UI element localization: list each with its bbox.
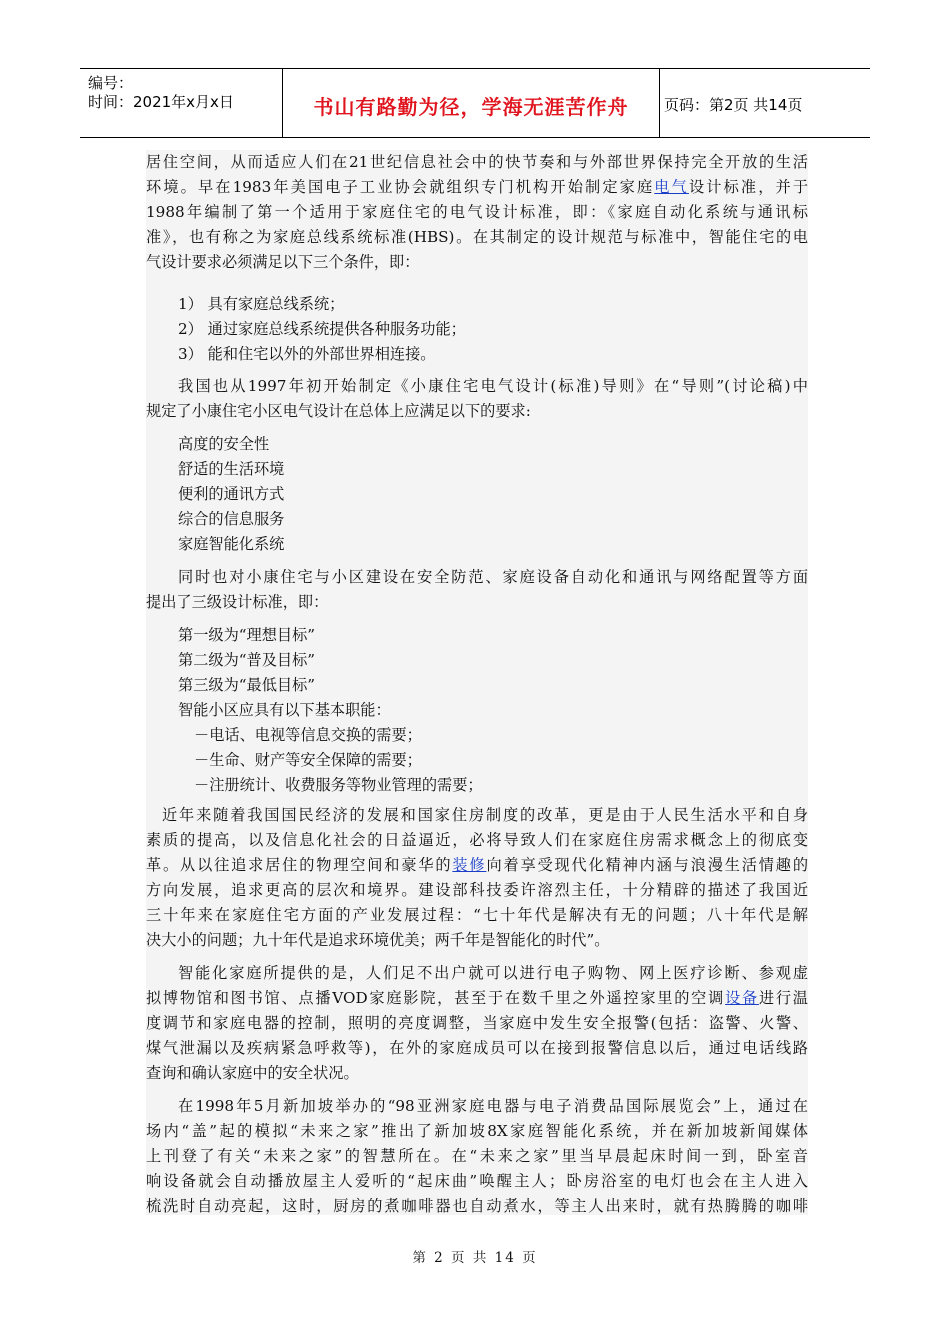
text-segment: 拟博物馆和图书馆、点播VOD家庭影院，甚至于在数千里之外遥控家里的空调	[146, 989, 726, 1007]
header-page-info: 页码：第2页 共14页	[664, 96, 803, 114]
level-item: 第三级为“最低目标”	[178, 676, 316, 694]
text-line: 规定了小康住宅小区电气设计在总体上应满足以下的要求:	[146, 402, 531, 420]
text-line: 场内“盖”起的模拟“未来之家”推出了新加坡8X家庭智能化系统，并在新加坡新闻媒体	[146, 1122, 808, 1140]
text-line: 度调节和家庭电器的控制，照明的亮度调整，当家庭中发生安全报警(包括：盗警、火警、	[146, 1014, 808, 1032]
condition-item: 1） 具有家庭总线系统；	[178, 295, 345, 313]
condition-item: 3） 能和住宅以外的外部世界相连接。	[178, 345, 436, 363]
text-line: 素质的提高，以及信息化社会的日益逼近，必将导致人们在家庭住房需求概念上的彻底变	[146, 831, 808, 849]
text-segment: 向着享受现代化精神内涵与浪漫生活情趣的	[486, 856, 809, 874]
text-line: 准》，也有称之为家庭总线系统标准(HBS)。在其制定的设计规范与标准中，智能住宅的电	[146, 228, 808, 246]
header-left-cell	[80, 69, 283, 137]
text-line: 上刊登了有关“未来之家”的智慧所在。在“未来之家”里当早晨起床时间一到，卧室音	[146, 1147, 808, 1165]
paragraph-xiaokang-guideline	[146, 374, 808, 424]
text-line: 煤气泄漏以及疾病紧急呼救等)，在外的家庭成员可以在接到报警信息以后，通过电话线路	[146, 1039, 808, 1057]
requirement-item: 高度的安全性	[178, 435, 270, 453]
text-line: 居住空间，从而适应人们在21世纪信息社会中的快节奏和与外部世界保持完全开放的生活	[146, 153, 808, 171]
text-segment: 革。从以往追求居住的物理空间和豪华的	[146, 856, 453, 874]
paragraph-hbs-standard	[146, 150, 808, 275]
requirement-item: 便利的通讯方式	[178, 485, 285, 503]
text-line: 气设计要求必须满足以下三个条件，即：	[146, 253, 420, 271]
level-item: 第二级为“普及目标”	[178, 651, 316, 669]
level-item: 智能小区应具有以下基本职能：	[178, 701, 391, 719]
text-segment: 进行温	[758, 989, 808, 1007]
text-line: 响设备就会自动播放屋主人爱听的“起床曲”唤醒主人；卧房浴室的电灯也会在主人进入	[146, 1172, 808, 1190]
text-line: 我国也从1997年初开始制定《小康住宅电气设计(标准)导则》在“导则”(讨论稿)中	[178, 377, 808, 395]
equipment-link[interactable]: 设备	[725, 989, 759, 1007]
header-motto-cell	[283, 69, 660, 137]
text-line	[146, 175, 808, 200]
requirement-item: 综合的信息服务	[178, 510, 285, 528]
text-line: 决大小的问题；九十年代是追求环境优美；两千年是智能化的时代”。	[146, 931, 610, 949]
requirement-item: 舒适的生活环境	[178, 460, 285, 478]
requirement-item: 家庭智能化系统	[178, 535, 285, 553]
document-body	[146, 150, 808, 1215]
text-segment: 设计标准，并于	[688, 178, 809, 196]
function-item: －生命、财产等安全保障的需要；	[194, 751, 422, 769]
paragraph-smart-home	[146, 961, 808, 1086]
condition-item: 2） 通过家庭总线系统提供各种服务功能；	[178, 320, 466, 338]
text-line	[146, 986, 808, 1011]
page-footer: 第 2 页 共 14 页	[412, 1250, 538, 1266]
text-line: 同时也对小康住宅与小区建设在安全防范、家庭设备自动化和通讯与网络配置等方面	[178, 568, 808, 586]
text-line	[146, 853, 808, 878]
paragraph-three-levels	[146, 565, 808, 615]
text-line: 方向发展，追求更高的层次和境界。建设部科技委许溶烈主任，十分精辟的描述了我国近	[146, 881, 808, 899]
text-line: 三十年来在家庭住宅方面的产业发展过程：“七十年代是解决有无的问题；八十年代是解	[146, 906, 808, 924]
text-line: 在1998年5月新加坡举办的“98亚洲家庭电器与电子消费品国际展览会”上，通过在	[178, 1097, 808, 1115]
paragraph-singapore-expo	[146, 1094, 808, 1219]
level-item: 第一级为“理想目标”	[178, 626, 316, 644]
text-line: 提出了三级设计标准，即：	[146, 593, 329, 611]
document-time-label: 时间：2021年x月x日	[88, 93, 234, 111]
function-item: －电话、电视等信息交换的需要；	[194, 726, 422, 744]
text-line: 近年来随着我国国民经济的发展和国家住房制度的改革，更是由于人民生活水平和自身	[162, 806, 808, 824]
text-line: 智能化家庭所提供的是，人们足不出户就可以进行电子购物、网上医疗诊断、参观虚	[178, 964, 808, 982]
page-header	[80, 68, 870, 138]
text-segment: 环境。早在1983年美国电子工业协会就组织专门机构开始制定家庭	[146, 178, 655, 196]
header-page-cell	[660, 69, 870, 137]
header-motto: 书山有路勤为径，学海无涯苦作舟	[313, 95, 629, 119]
text-line: 1988年编制了第一个适用于家庭住宅的电气设计标准，即：《家庭自动化系统与通讯标	[146, 203, 808, 221]
text-line: 梳洗时自动亮起，这时，厨房的煮咖啡器也自动煮水，等主人出来时，就有热腾腾的咖啡	[146, 1197, 808, 1215]
text-line: 查询和确认家庭中的安全状况。	[146, 1064, 359, 1082]
decoration-link[interactable]: 装修	[452, 856, 487, 874]
function-item: －注册统计、收费服务等物业管理的需要；	[194, 776, 483, 794]
paragraph-development	[146, 803, 808, 953]
document-number-label: 编号：	[88, 74, 134, 92]
electric-link[interactable]: 电气	[654, 178, 689, 196]
